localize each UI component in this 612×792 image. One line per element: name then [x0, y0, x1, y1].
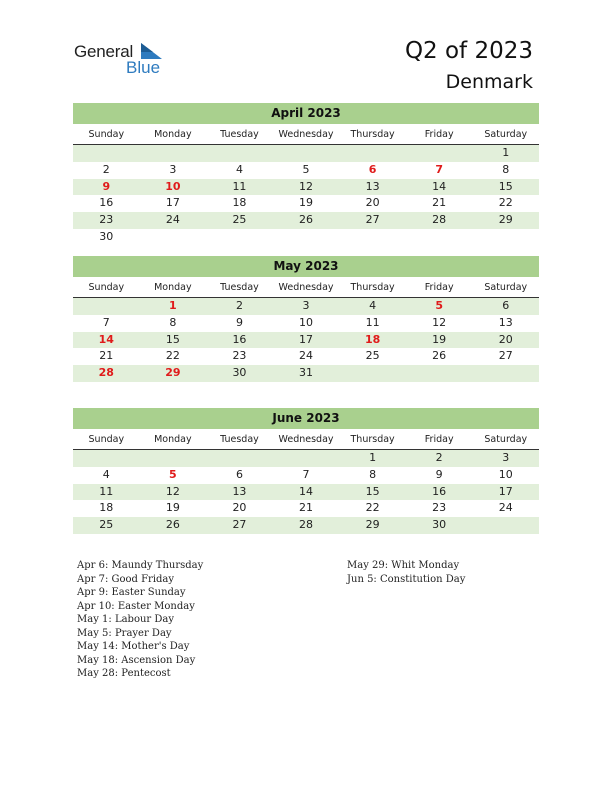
date-cell: 2: [102, 162, 110, 176]
logo-blue-text: Blue: [126, 58, 161, 77]
weekday-header-row: [73, 431, 539, 450]
date-cell: 8: [369, 467, 377, 481]
week-row: [73, 162, 539, 179]
date-cell: 24: [165, 213, 180, 227]
date-cell: 13: [498, 315, 513, 329]
weekday-label: Tuesday: [220, 434, 259, 445]
date-cell: 14: [432, 179, 447, 193]
date-cell: 17: [498, 484, 513, 498]
date-cell: 20: [498, 332, 513, 346]
holiday-date-cell: 7: [435, 162, 443, 176]
date-cell: 30: [432, 518, 447, 532]
date-cell: [73, 298, 140, 315]
date-cell: 30: [232, 366, 247, 380]
week-row: [73, 145, 539, 162]
date-cell: 15: [165, 332, 180, 346]
date-cell: [339, 145, 406, 162]
month-title: April 2023: [73, 103, 539, 124]
date-cell: [140, 229, 207, 246]
weekday-label: Sunday: [88, 282, 125, 293]
date-cell: 6: [235, 467, 243, 481]
holiday-date-cell: 28: [98, 366, 114, 380]
date-cell: 19: [165, 501, 180, 515]
date-cell: 4: [369, 299, 377, 312]
weekday-label: Wednesday: [278, 282, 334, 293]
date-cell: 16: [99, 196, 114, 210]
weekday-header-row: [73, 279, 539, 298]
holiday-date-cell: 5: [435, 299, 443, 312]
date-cell: 15: [365, 484, 380, 498]
date-cell: [73, 450, 140, 467]
date-cell: 20: [232, 501, 247, 515]
date-cell: [406, 365, 473, 382]
month-calendar: [73, 256, 539, 382]
date-cell: 24: [299, 349, 314, 363]
date-cell: 2: [235, 299, 243, 312]
weekday-label: Tuesday: [220, 129, 259, 140]
month-title: June 2023: [73, 408, 539, 429]
date-cell: 17: [165, 196, 180, 210]
week-row: [73, 500, 539, 517]
week-row: [73, 315, 539, 332]
weekday-label: Wednesday: [278, 129, 334, 140]
date-cell: 30: [99, 229, 114, 243]
holiday-entry: May 29: Whit Monday: [347, 560, 460, 571]
date-cell: 11: [232, 179, 247, 193]
date-cell: 8: [502, 162, 510, 176]
date-cell: 19: [299, 196, 314, 210]
date-cell: 23: [432, 501, 447, 515]
date-cell: 10: [498, 467, 513, 481]
weekday-label: Monday: [154, 282, 192, 293]
date-cell: [73, 145, 140, 162]
date-cell: [339, 229, 406, 246]
holiday-entry: May 28: Pentecost: [77, 668, 171, 679]
date-cell: 9: [235, 315, 243, 329]
holiday-list-right: [347, 559, 465, 586]
date-cell: 21: [299, 501, 314, 515]
weekday-label: Thursday: [350, 282, 395, 293]
date-cell: 1: [369, 451, 377, 464]
weekday-label: Monday: [154, 129, 192, 140]
date-cell: 25: [365, 349, 380, 363]
week-row: [73, 298, 539, 315]
date-cell: 5: [302, 162, 310, 176]
date-cell: 1: [502, 146, 510, 159]
date-cell: 7: [302, 467, 310, 481]
weekday-label: Tuesday: [220, 282, 259, 293]
week-row: [73, 365, 539, 382]
week-row: [73, 517, 539, 534]
date-cell: [472, 517, 539, 534]
date-cell: 21: [432, 196, 447, 210]
week-row: [73, 450, 539, 467]
date-cell: 28: [432, 213, 447, 227]
date-cell: 19: [432, 332, 447, 346]
holiday-entry: May 18: Ascension Day: [77, 654, 196, 666]
weekday-label: Saturday: [484, 129, 528, 140]
date-cell: [406, 229, 473, 246]
holiday-entry: May 1: Labour Day: [77, 614, 174, 625]
date-cell: 25: [99, 518, 114, 532]
date-cell: 3: [169, 162, 177, 176]
holiday-entry: May 14: Mother's Day: [77, 641, 190, 652]
date-cell: 2: [435, 451, 443, 464]
date-cell: 16: [232, 332, 247, 346]
holiday-entry: Apr 7: Good Friday: [77, 573, 175, 585]
date-cell: [273, 450, 340, 467]
holiday-date-cell: 1: [169, 299, 177, 312]
month-title: May 2023: [73, 256, 539, 277]
date-cell: 11: [365, 315, 380, 329]
date-cell: 31: [299, 366, 314, 380]
holiday-date-cell: 10: [165, 179, 181, 193]
holiday-entry: May 5: Prayer Day: [77, 627, 172, 639]
date-cell: [273, 145, 340, 162]
date-cell: [206, 229, 273, 246]
date-cell: 18: [232, 196, 247, 210]
date-cell: 4: [235, 162, 243, 176]
date-cell: [206, 145, 273, 162]
date-cell: 23: [232, 349, 247, 363]
weekday-label: Saturday: [484, 282, 528, 293]
weekday-label: Monday: [154, 434, 192, 445]
weekday-label: Sunday: [88, 129, 125, 140]
date-cell: 15: [498, 179, 513, 193]
week-row: [73, 467, 539, 484]
date-cell: 24: [498, 501, 513, 515]
weekday-label: Saturday: [484, 434, 528, 445]
weekday-label: Wednesday: [278, 434, 334, 445]
date-cell: 8: [169, 315, 177, 329]
holiday-date-cell: 9: [102, 179, 111, 193]
date-cell: 26: [299, 213, 314, 227]
date-cell: [206, 450, 273, 467]
weekday-label: Friday: [424, 282, 454, 293]
logo: [74, 42, 174, 78]
holiday-entry: Jun 5: Constitution Day: [347, 573, 466, 585]
date-cell: 17: [299, 332, 314, 346]
weekday-header-row: [73, 126, 539, 145]
date-cell: [472, 365, 539, 382]
date-cell: [472, 229, 539, 246]
month-calendar: [73, 408, 539, 534]
date-cell: 11: [99, 484, 114, 498]
date-cell: [273, 229, 340, 246]
date-cell: 7: [102, 315, 110, 329]
date-cell: 10: [299, 315, 314, 329]
holiday-date-cell: 14: [98, 332, 114, 346]
holiday-entry: Apr 6: Maundy Thursday: [77, 560, 204, 571]
date-cell: 21: [99, 349, 114, 363]
date-cell: 27: [232, 518, 247, 532]
holiday-entry: Apr 10: Easter Monday: [77, 600, 195, 612]
date-cell: [140, 450, 207, 467]
date-cell: 29: [498, 213, 513, 227]
week-row: [73, 229, 539, 246]
week-row: [73, 484, 539, 501]
weekday-label: Friday: [424, 434, 454, 445]
date-cell: 28: [299, 518, 314, 532]
date-cell: 26: [432, 349, 447, 363]
page-title: Q2 of 2023: [404, 38, 533, 64]
holiday-entry: Apr 9: Easter Sunday: [77, 587, 186, 598]
date-cell: 12: [299, 179, 314, 193]
weekday-label: Sunday: [88, 434, 125, 445]
weekday-label: Thursday: [350, 129, 395, 140]
date-cell: 3: [502, 451, 510, 464]
date-cell: 23: [99, 213, 114, 227]
date-cell: [339, 365, 406, 382]
date-cell: 16: [432, 484, 447, 498]
week-row: [73, 212, 539, 229]
date-cell: [140, 145, 207, 162]
date-cell: 27: [498, 349, 513, 363]
date-cell: 26: [165, 518, 180, 532]
week-row: [73, 332, 539, 349]
date-cell: 9: [435, 467, 443, 481]
date-cell: 14: [299, 484, 314, 498]
date-cell: 29: [365, 518, 380, 532]
weekday-label: Thursday: [350, 434, 395, 445]
date-cell: 22: [365, 501, 380, 515]
date-cell: 27: [365, 213, 380, 227]
date-cell: 4: [102, 467, 110, 481]
date-cell: 12: [432, 315, 447, 329]
holiday-date-cell: 5: [169, 467, 177, 481]
date-cell: 25: [232, 213, 247, 227]
week-row: [73, 195, 539, 212]
date-cell: 22: [165, 349, 180, 363]
country-name: Denmark: [445, 71, 533, 93]
date-cell: 13: [232, 484, 247, 498]
date-cell: 22: [498, 196, 513, 210]
month-calendar: [73, 103, 539, 246]
date-cell: 12: [165, 484, 180, 498]
holiday-date-cell: 6: [368, 162, 377, 176]
logo-general-text: General: [74, 42, 134, 61]
holiday-list-left: [77, 559, 203, 681]
week-row: [73, 179, 539, 196]
date-cell: 3: [302, 299, 310, 312]
date-cell: 13: [365, 179, 380, 193]
week-row: [73, 348, 539, 365]
holiday-date-cell: 18: [364, 332, 381, 346]
date-cell: 18: [99, 501, 114, 515]
date-cell: [406, 145, 473, 162]
date-cell: 20: [365, 196, 380, 210]
weekday-label: Friday: [424, 129, 454, 140]
holiday-date-cell: 29: [165, 366, 181, 380]
logo-flag-icon: [141, 43, 163, 59]
date-cell: 6: [502, 299, 510, 312]
